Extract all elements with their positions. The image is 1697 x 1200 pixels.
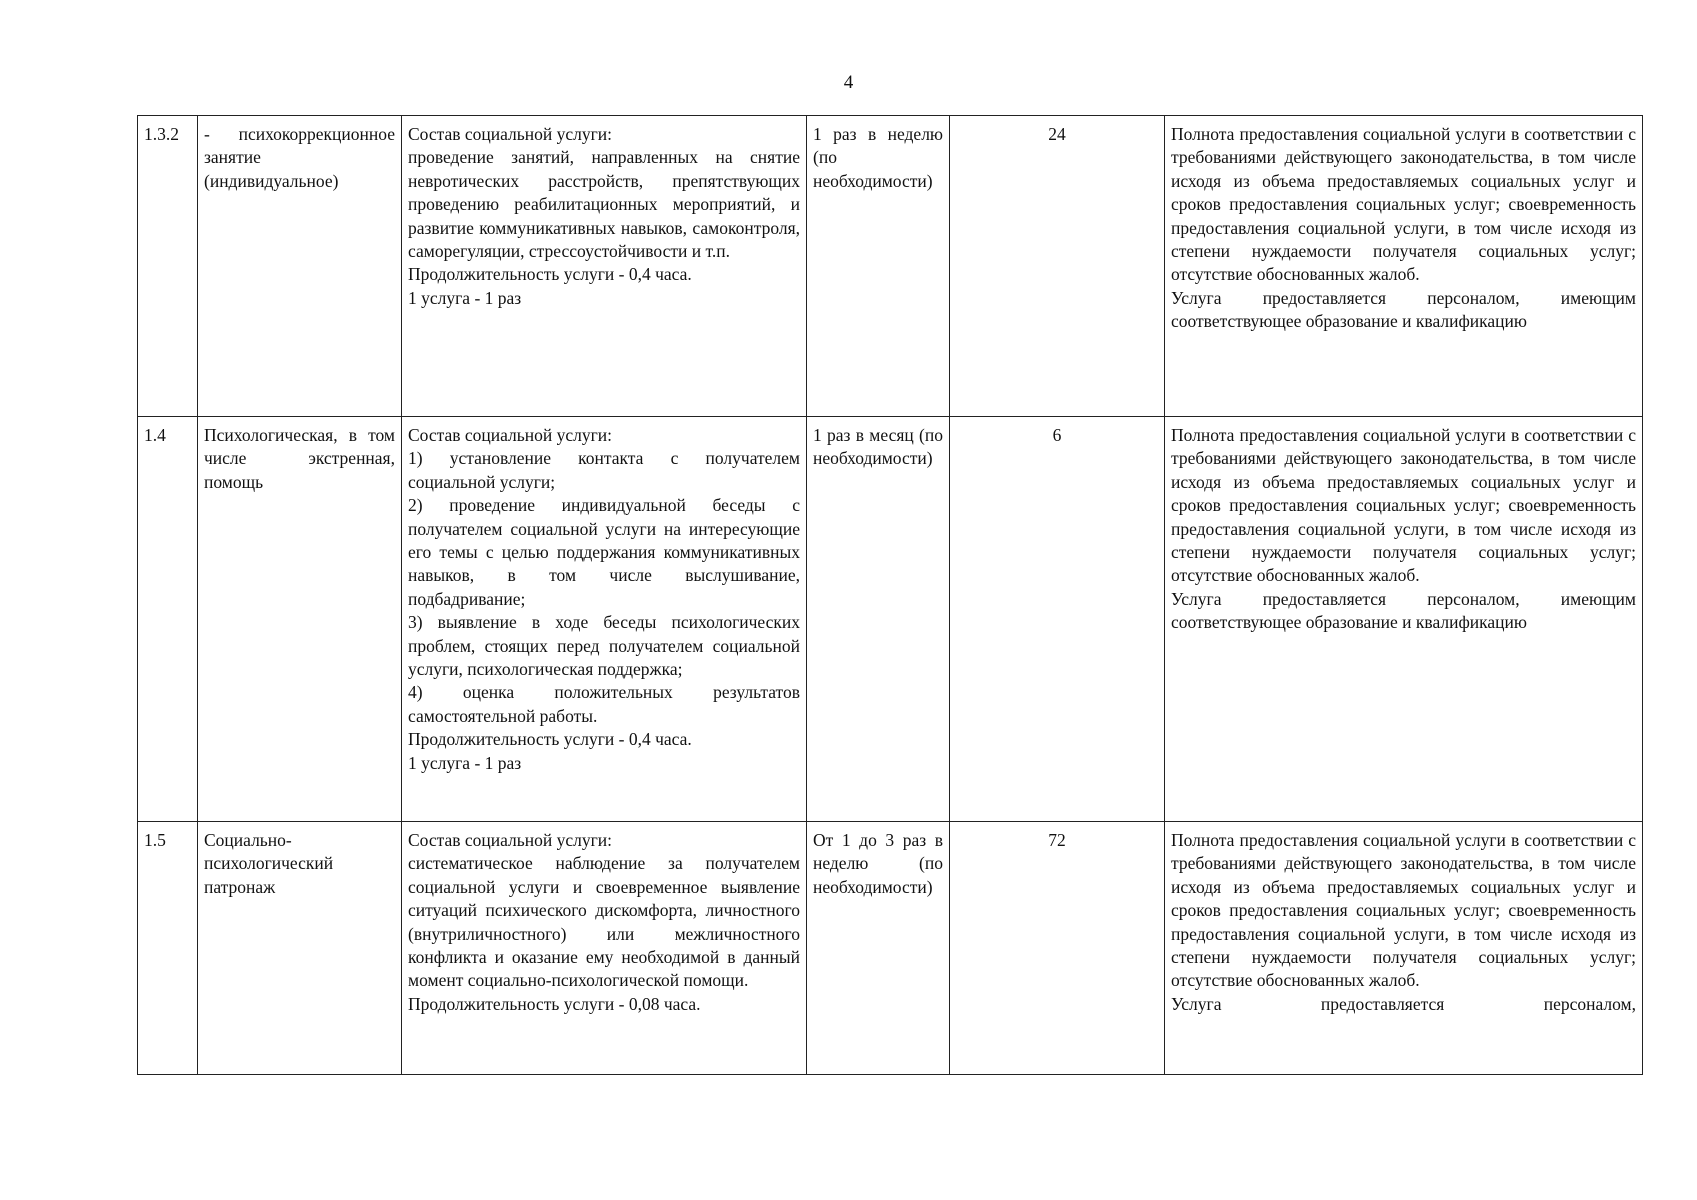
table-row xyxy=(138,417,1643,822)
criteria-line: Полнота предоставления социальной услуги в соответствии с требованиями действующего законодательства, в том числе исходя из объема предоставляемых социальных услуг и сроков предоставления социальных услуг; своевременность предоставления социальной услуги, в том числе исходя из степени нуждаемости получателя социальных услуг; отсутствие обоснованных жалоб. xyxy=(1171,425,1636,586)
criteria-line: Полнота предоставления социальной услуги в соответствии с требованиями действующего законодательства, в том числе исходя из объема предоставляемых социальных услуг и сроков предоставления социальных услуг; своевременность предоставления социальной услуги, в том числе исходя из степени нуждаемости получателя социальных услуг; отсутствие обоснованных жалоб. xyxy=(1171,830,1636,991)
description-line: 1 услуга - 1 раз xyxy=(408,287,522,308)
description-line: 1 услуга - 1 раз xyxy=(408,752,522,773)
description-line: систематическое наблюдение за получателем социальной услуги и своевременное выявление ситуаций психического дискомфорта, личностного (внутриличностного) или межличностного конфликта и оказание ему необходимой в данный момент социально-психологической помощи. xyxy=(408,853,800,991)
description-line: Продолжительность услуги - 0,08 часа. xyxy=(408,993,701,1014)
service-number: 1.5 xyxy=(138,822,198,1075)
service-description xyxy=(402,417,807,822)
description-line: 4) оценка положительных результатов самостоятельной работы. xyxy=(408,682,800,726)
service-frequency: 1 раз в неделю (по необходимости) xyxy=(807,116,950,417)
service-quantity: 72 xyxy=(950,822,1165,1075)
service-frequency: 1 раз в месяц (по необходимости) xyxy=(807,417,950,822)
service-criteria xyxy=(1165,822,1643,1075)
description-line: Продолжительность услуги - 0,4 часа. xyxy=(408,264,692,285)
description-line: Состав социальной услуги: xyxy=(408,124,613,144)
service-description xyxy=(402,822,807,1075)
table-row xyxy=(138,116,1643,417)
criteria-line: Услуга предоставляется персоналом, xyxy=(1171,993,1636,1014)
service-quantity: 6 xyxy=(950,417,1165,822)
description-line: Продолжительность услуги - 0,4 часа. xyxy=(408,729,692,750)
service-quantity: 24 xyxy=(950,116,1165,417)
service-name: Психологическая, в том числе экстренная, помощь xyxy=(198,417,402,822)
criteria-line: Услуга предоставляется персоналом, имеющим соответствующее образование и квалификацию xyxy=(1171,287,1636,332)
description-line: 3) выявление в ходе беседы психологических проблем, стоящих перед получателем социальной услуги, психологическая поддержка; xyxy=(408,612,800,680)
service-number: 1.3.2 xyxy=(138,116,198,417)
description-line: 1) установление контакта с получателем социальной услуги; xyxy=(408,448,800,492)
service-criteria xyxy=(1165,116,1643,417)
services-table xyxy=(137,115,1643,1075)
criteria-line: Услуга предоставляется персоналом, имеющим соответствующее образование и квалификацию xyxy=(1171,588,1636,633)
description-line: Состав социальной услуги: xyxy=(408,830,613,850)
service-criteria xyxy=(1165,417,1643,822)
table-row xyxy=(138,822,1643,1075)
description-line: Состав социальной услуги: xyxy=(408,425,613,445)
service-frequency: От 1 до 3 раз в неделю (по необходимости) xyxy=(807,822,950,1075)
service-name: - психокоррекционное занятие (индивидуальное) xyxy=(198,116,402,417)
service-description xyxy=(402,116,807,417)
service-name: Социально-психологический патронаж xyxy=(198,822,402,1075)
description-line: 2) проведение индивидуальной беседы с получателем социальной услуги на интересующие его темы с целью поддержания коммуникативных навыков, в том числе выслушивание, подбадривание; xyxy=(408,495,800,609)
service-number: 1.4 xyxy=(138,417,198,822)
page-number: 4 xyxy=(843,72,854,93)
criteria-line: Полнота предоставления социальной услуги в соответствии с требованиями действующего законодательства, в том числе исходя из объема предоставляемых социальных услуг и сроков предоставления социальных услуг; своевременность предоставления социальной услуги, в том числе исходя из степени нуждаемости получателя социальных услуг; отсутствие обоснованных жалоб. xyxy=(1171,124,1636,285)
description-line: проведение занятий, направленных на снятие невротических расстройств, препятствующих проведению реабилитационных мероприятий, и развитие коммуникативных навыков, самоконтроля, саморегуляции, стрессоустойчивости и т.п. xyxy=(408,147,800,262)
